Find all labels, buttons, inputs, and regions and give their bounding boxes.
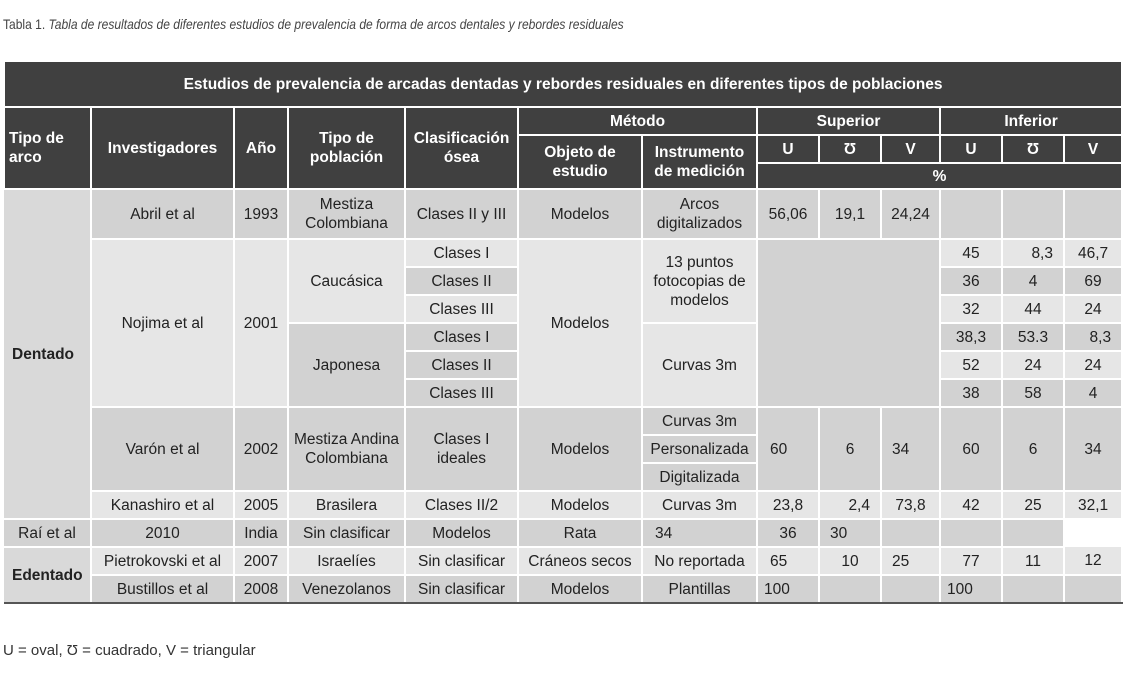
rai-instrumento: Rata <box>518 519 642 547</box>
header-tipo-arco: Tipo de arco <box>4 107 91 189</box>
abril-instrumento: Arcos digitalizados <box>642 189 757 239</box>
bustillos-objeto: Modelos <box>518 575 642 603</box>
varon-clasificacion: Clases I ideales <box>405 407 518 491</box>
header-percent: % <box>757 163 1122 189</box>
nojima-inf-v-5: 24 <box>1064 351 1122 379</box>
bustillos-sup-u: 100 <box>757 575 819 603</box>
nojima-inf-sq-5: 24 <box>1002 351 1064 379</box>
rai-anio: 2010 <box>91 519 234 547</box>
nojima-inf-v-4: 8,3 <box>1064 323 1122 351</box>
abril-inf-sq <box>1002 189 1064 239</box>
header-sup-u: U <box>757 135 819 163</box>
header-inf-sq: Ʊ <box>1002 135 1064 163</box>
header-inferior: Inferior <box>940 107 1122 135</box>
nojima-inf-sq-1: 8,3 <box>1002 239 1064 267</box>
pietro-inf-u: 77 <box>940 547 1002 575</box>
nojima-investigador: Nojima et al <box>91 239 234 407</box>
abril-inf-v <box>1064 189 1122 239</box>
nojima-poblacion-japonesa: Japonesa <box>288 323 405 407</box>
abril-investigador: Abril et al <box>91 189 234 239</box>
kanashiro-sup-u: 23,8 <box>757 491 819 519</box>
nojima-anio: 2001 <box>234 239 288 407</box>
abril-sup-sq: 19,1 <box>819 189 881 239</box>
nojima-inf-sq-4: 53.3 <box>1002 323 1064 351</box>
rai-inf-u <box>881 519 940 547</box>
kanashiro-clasificacion: Clases II/2 <box>405 491 518 519</box>
header-sup-v: V <box>881 135 940 163</box>
abril-inf-u <box>940 189 1002 239</box>
footnote: U = oval, Ʊ = cuadrado, V = triangular <box>3 642 256 659</box>
nojima-inf-v-2: 69 <box>1064 267 1122 295</box>
varon-inf-sq: 6 <box>1002 407 1064 491</box>
nojima-inf-sq-3: 44 <box>1002 295 1064 323</box>
pietro-sup-v: 25 <box>881 547 940 575</box>
varon-inf-u: 60 <box>940 407 1002 491</box>
pietro-inf-sq: 11 <box>1002 547 1064 575</box>
bustillos-inf-sq <box>1002 575 1064 603</box>
kanashiro-inf-u: 42 <box>940 491 1002 519</box>
varon-investigador: Varón et al <box>91 407 234 491</box>
nojima-clas-6: Clases III <box>405 379 518 407</box>
caption-label: Tabla 1. <box>3 16 46 32</box>
pietro-clasificacion: Sin clasificar <box>405 547 518 575</box>
nojima-clas-4: Clases I <box>405 323 518 351</box>
nojima-clas-2: Clases II <box>405 267 518 295</box>
pietro-objeto: Cráneos secos <box>518 547 642 575</box>
nojima-inf-u-2: 36 <box>940 267 1002 295</box>
bustillos-instrumento: Plantillas <box>642 575 757 603</box>
bustillos-anio: 2008 <box>234 575 288 603</box>
nojima-inf-u-4: 38,3 <box>940 323 1002 351</box>
abril-sup-v: 24,24 <box>881 189 940 239</box>
header-clasificacion: Clasificación ósea <box>405 107 518 189</box>
nojima-inf-sq-6: 58 <box>1002 379 1064 407</box>
kanashiro-objeto: Modelos <box>518 491 642 519</box>
varon-objeto: Modelos <box>518 407 642 491</box>
rai-sup-v: 30 <box>819 519 881 547</box>
varon-instrumento-3: Digitalizada <box>642 463 757 491</box>
kanashiro-instrumento: Curvas 3m <box>642 491 757 519</box>
caption-title: Tabla de resultados de diferentes estudios de prevalencia de forma de arcos dentales y rebordes residuales <box>48 16 624 32</box>
pietro-sup-u: 65 <box>757 547 819 575</box>
header-anio: Año <box>234 107 288 189</box>
prevalence-table <box>3 62 1123 604</box>
abril-clasificacion: Clases II y III <box>405 189 518 239</box>
nojima-objeto: Modelos <box>518 239 642 407</box>
nojima-clas-3: Clases III <box>405 295 518 323</box>
abril-poblacion: Mestiza Colombiana <box>288 189 405 239</box>
header-objeto: Objeto de estudio <box>518 135 642 189</box>
kanashiro-sup-v: 73,8 <box>881 491 940 519</box>
varon-sup-u: 60 <box>757 407 819 491</box>
varon-instrumento-2: Personalizada <box>642 435 757 463</box>
kanashiro-anio: 2005 <box>234 491 288 519</box>
header-superior: Superior <box>757 107 940 135</box>
header-metodo: Método <box>518 107 757 135</box>
kanashiro-investigador: Kanashiro et al <box>91 491 234 519</box>
pietro-anio: 2007 <box>234 547 288 575</box>
abril-sup-u: 56,06 <box>757 189 819 239</box>
pietro-sup-sq: 10 <box>819 547 881 575</box>
rai-sup-u: 34 <box>642 519 757 547</box>
pietro-instrumento: No reportada <box>642 547 757 575</box>
bustillos-clasificacion: Sin clasificar <box>405 575 518 603</box>
nojima-poblacion-caucasica: Caucásica <box>288 239 405 323</box>
nojima-inf-v-6: 4 <box>1064 379 1122 407</box>
kanashiro-inf-v: 32,1 <box>1064 491 1122 519</box>
rai-poblacion: India <box>234 519 288 547</box>
nojima-clas-1: Clases I <box>405 239 518 267</box>
nojima-clas-5: Clases II <box>405 351 518 379</box>
rai-inf-v <box>1002 519 1064 547</box>
varon-inf-v: 34 <box>1064 407 1122 491</box>
varon-instrumento-1: Curvas 3m <box>642 407 757 435</box>
nojima-inf-sq-2: 4 <box>1002 267 1064 295</box>
header-inf-u: U <box>940 135 1002 163</box>
rai-investigador: Raí et al <box>4 519 91 547</box>
bustillos-inf-v <box>1064 575 1122 603</box>
bustillos-poblacion: Venezolanos <box>288 575 405 603</box>
header-instrumento: Instrumento de medición <box>642 135 757 189</box>
header-inf-v: V <box>1064 135 1122 163</box>
nojima-instrumento-1: 13 puntos fotocopias de modelos <box>642 239 757 323</box>
group-dentado: Dentado <box>4 189 91 519</box>
nojima-superior-empty <box>757 239 940 407</box>
nojima-inf-v-1: 46,7 <box>1064 239 1122 267</box>
table-caption <box>3 16 624 32</box>
varon-poblacion: Mestiza Andina Colombiana <box>288 407 405 491</box>
kanashiro-inf-sq: 25 <box>1002 491 1064 519</box>
varon-sup-sq: 6 <box>819 407 881 491</box>
pietro-inf-v: 12 <box>1064 547 1122 575</box>
kanashiro-poblacion: Brasilera <box>288 491 405 519</box>
nojima-inf-u-6: 38 <box>940 379 1002 407</box>
rai-inf-sq <box>940 519 1002 547</box>
bustillos-investigador: Bustillos et al <box>91 575 234 603</box>
varon-anio: 2002 <box>234 407 288 491</box>
nojima-instrumento-2: Curvas 3m <box>642 323 757 407</box>
kanashiro-sup-sq: 2,4 <box>819 491 881 519</box>
group-edentado: Edentado <box>4 547 91 603</box>
pietro-poblacion: Israelíes <box>288 547 405 575</box>
header-sup-sq: Ʊ <box>819 135 881 163</box>
abril-objeto: Modelos <box>518 189 642 239</box>
nojima-inf-u-3: 32 <box>940 295 1002 323</box>
pietro-investigador: Pietrokovski et al <box>91 547 234 575</box>
varon-sup-v: 34 <box>881 407 940 491</box>
rai-objeto: Modelos <box>405 519 518 547</box>
nojima-inf-u-1: 45 <box>940 239 1002 267</box>
abril-anio: 1993 <box>234 189 288 239</box>
header-investigadores: Investigadores <box>91 107 234 189</box>
table-title: Estudios de prevalencia de arcadas dentadas y rebordes residuales en diferentes tipos de poblaciones <box>4 62 1122 107</box>
bustillos-sup-v <box>881 575 940 603</box>
bustillos-inf-u: 100 <box>940 575 1002 603</box>
bustillos-sup-sq <box>819 575 881 603</box>
header-tipo-poblacion: Tipo de población <box>288 107 405 189</box>
rai-sup-sq: 36 <box>757 519 819 547</box>
nojima-inf-u-5: 52 <box>940 351 1002 379</box>
rai-clasificacion: Sin clasificar <box>288 519 405 547</box>
nojima-inf-v-3: 24 <box>1064 295 1122 323</box>
